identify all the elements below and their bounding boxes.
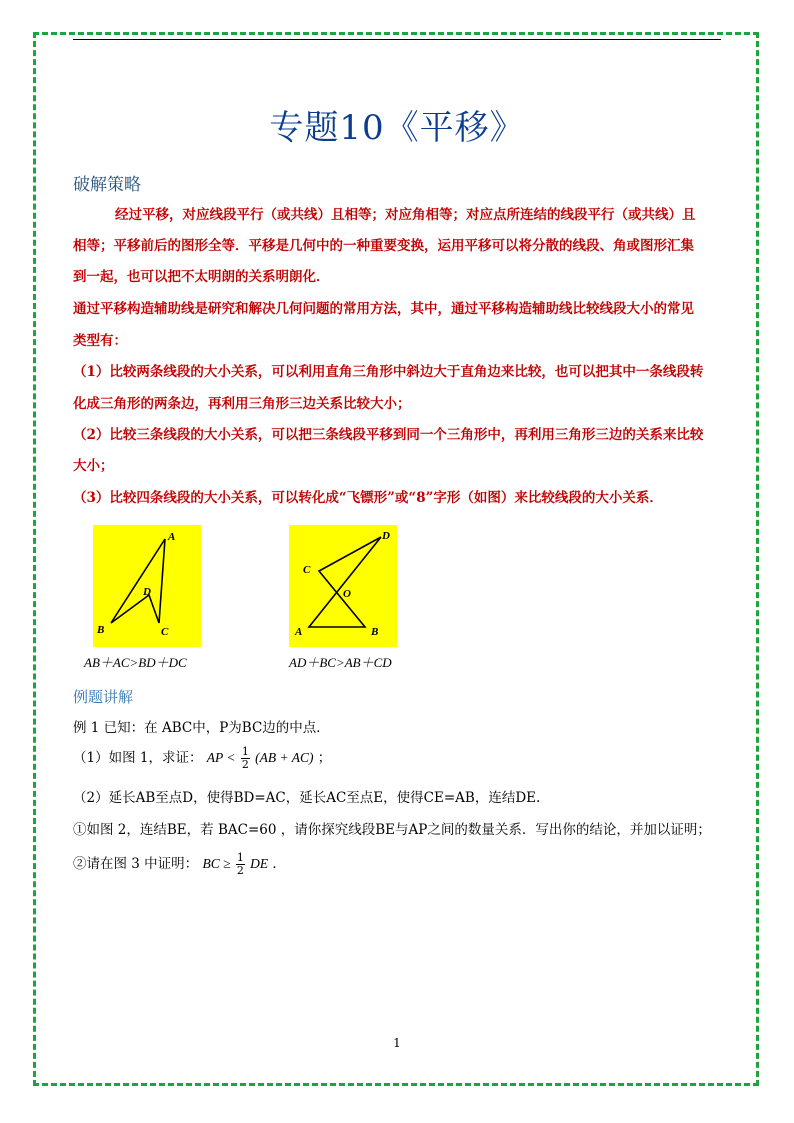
- example-question-1: [73, 746, 331, 771]
- question-1-suffix: ；: [317, 750, 332, 766]
- dart-diagram: [93, 525, 201, 647]
- point-label-d: D: [382, 530, 390, 542]
- strategy-line-1: 经过平移，对应线段平行（或共线）且相等；对应角相等；对应点所连结的线段平行（或共线）且: [115, 207, 696, 223]
- section-heading-strategy: 破解策略: [73, 175, 141, 195]
- page-number: 1: [393, 1036, 401, 1050]
- point-label-d: D: [143, 586, 151, 598]
- page-title: 专题10《平移》: [269, 108, 525, 148]
- figure-eight-caption: AD＋BC>AB＋CD: [289, 655, 392, 670]
- example-question-2b: [73, 852, 286, 877]
- point-label-c: C: [303, 564, 311, 576]
- point-label-a: A: [295, 626, 303, 638]
- strategy-line-2: 相等；平移前后的图形全等．平移是几何中的一种重要变换，运用平移可以将分散的线段、角或图形汇集: [73, 238, 694, 254]
- strategy-item-1-line-1: （1）比较两条线段的大小关系，可以利用直角三角形中斜边大于直角边来比较，也可以把其中一条线段转: [73, 364, 704, 380]
- fraction-denominator: 2: [241, 758, 249, 771]
- fraction-one-half: [236, 852, 245, 877]
- strategy-item-1-line-2: 化成三角形的两条边，再利用三角形三边关系比较大小；: [73, 396, 411, 412]
- example-question-2a: ①如图 2，连结BE，若 BAC=60 ，请你探究线段BE与AP之间的数量关系．写出你的结论，并加以证明；: [73, 822, 711, 838]
- strategy-line-4: 通过平移构造辅助线是研究和解决几何问题的常用方法，其中，通过平移构造辅助线比较线段大小的常见: [73, 301, 694, 317]
- fraction-one-half: [241, 746, 250, 771]
- section-heading-examples: 例题讲解: [73, 688, 134, 706]
- strategy-line-3: 到一起，也可以把不太明朗的关系明朗化．: [73, 269, 330, 285]
- dart-figure: [93, 525, 201, 647]
- question-1-rhs: (AB + AC): [255, 750, 314, 765]
- fraction-numerator: 1: [236, 851, 244, 864]
- point-label-a: A: [168, 531, 176, 543]
- dart-figure-caption: AB＋AC>BD＋DC: [84, 655, 187, 670]
- point-label-b: B: [97, 624, 105, 636]
- example-intro: 例 1 已知：在 ABC中，P为BC边的中点．: [73, 720, 330, 736]
- strategy-item-2-line-2: 大小；: [73, 458, 114, 474]
- question-2b-rhs: DE: [250, 856, 269, 871]
- figure-eight-diagram: [289, 525, 397, 647]
- question-1-prefix: （1）如图 1，求证：: [73, 750, 203, 766]
- header-rule: [73, 39, 721, 40]
- fraction-numerator: 1: [241, 745, 249, 758]
- question-2b-lhs: BC ≥: [202, 856, 231, 871]
- strategy-item-2-line-1: （2）比较三条线段的大小关系，可以把三条线段平移到同一个三角形中，再利用三角形三边的关系来比较: [73, 427, 704, 443]
- question-2b-prefix: ②请在图 3 中证明：: [73, 856, 199, 872]
- point-label-c: C: [161, 626, 169, 638]
- point-label-o: O: [343, 588, 351, 600]
- fraction-denominator: 2: [236, 864, 244, 877]
- question-2b-suffix: ．: [272, 856, 286, 872]
- strategy-item-3-line-1: （3）比较四条线段的大小关系，可以转化成“飞镖形”或“8”字形（如图）来比较线段的大小关系．: [73, 490, 663, 506]
- point-label-b: B: [371, 626, 379, 638]
- strategy-line-5: 类型有：: [73, 333, 127, 349]
- example-question-2: （2）延长AB至点D，使得BD=AC，延长AC至点E，使得CE=AB，连结DE.: [73, 790, 541, 806]
- question-1-lhs: AP <: [206, 750, 236, 765]
- figure-eight-figure: [289, 525, 397, 647]
